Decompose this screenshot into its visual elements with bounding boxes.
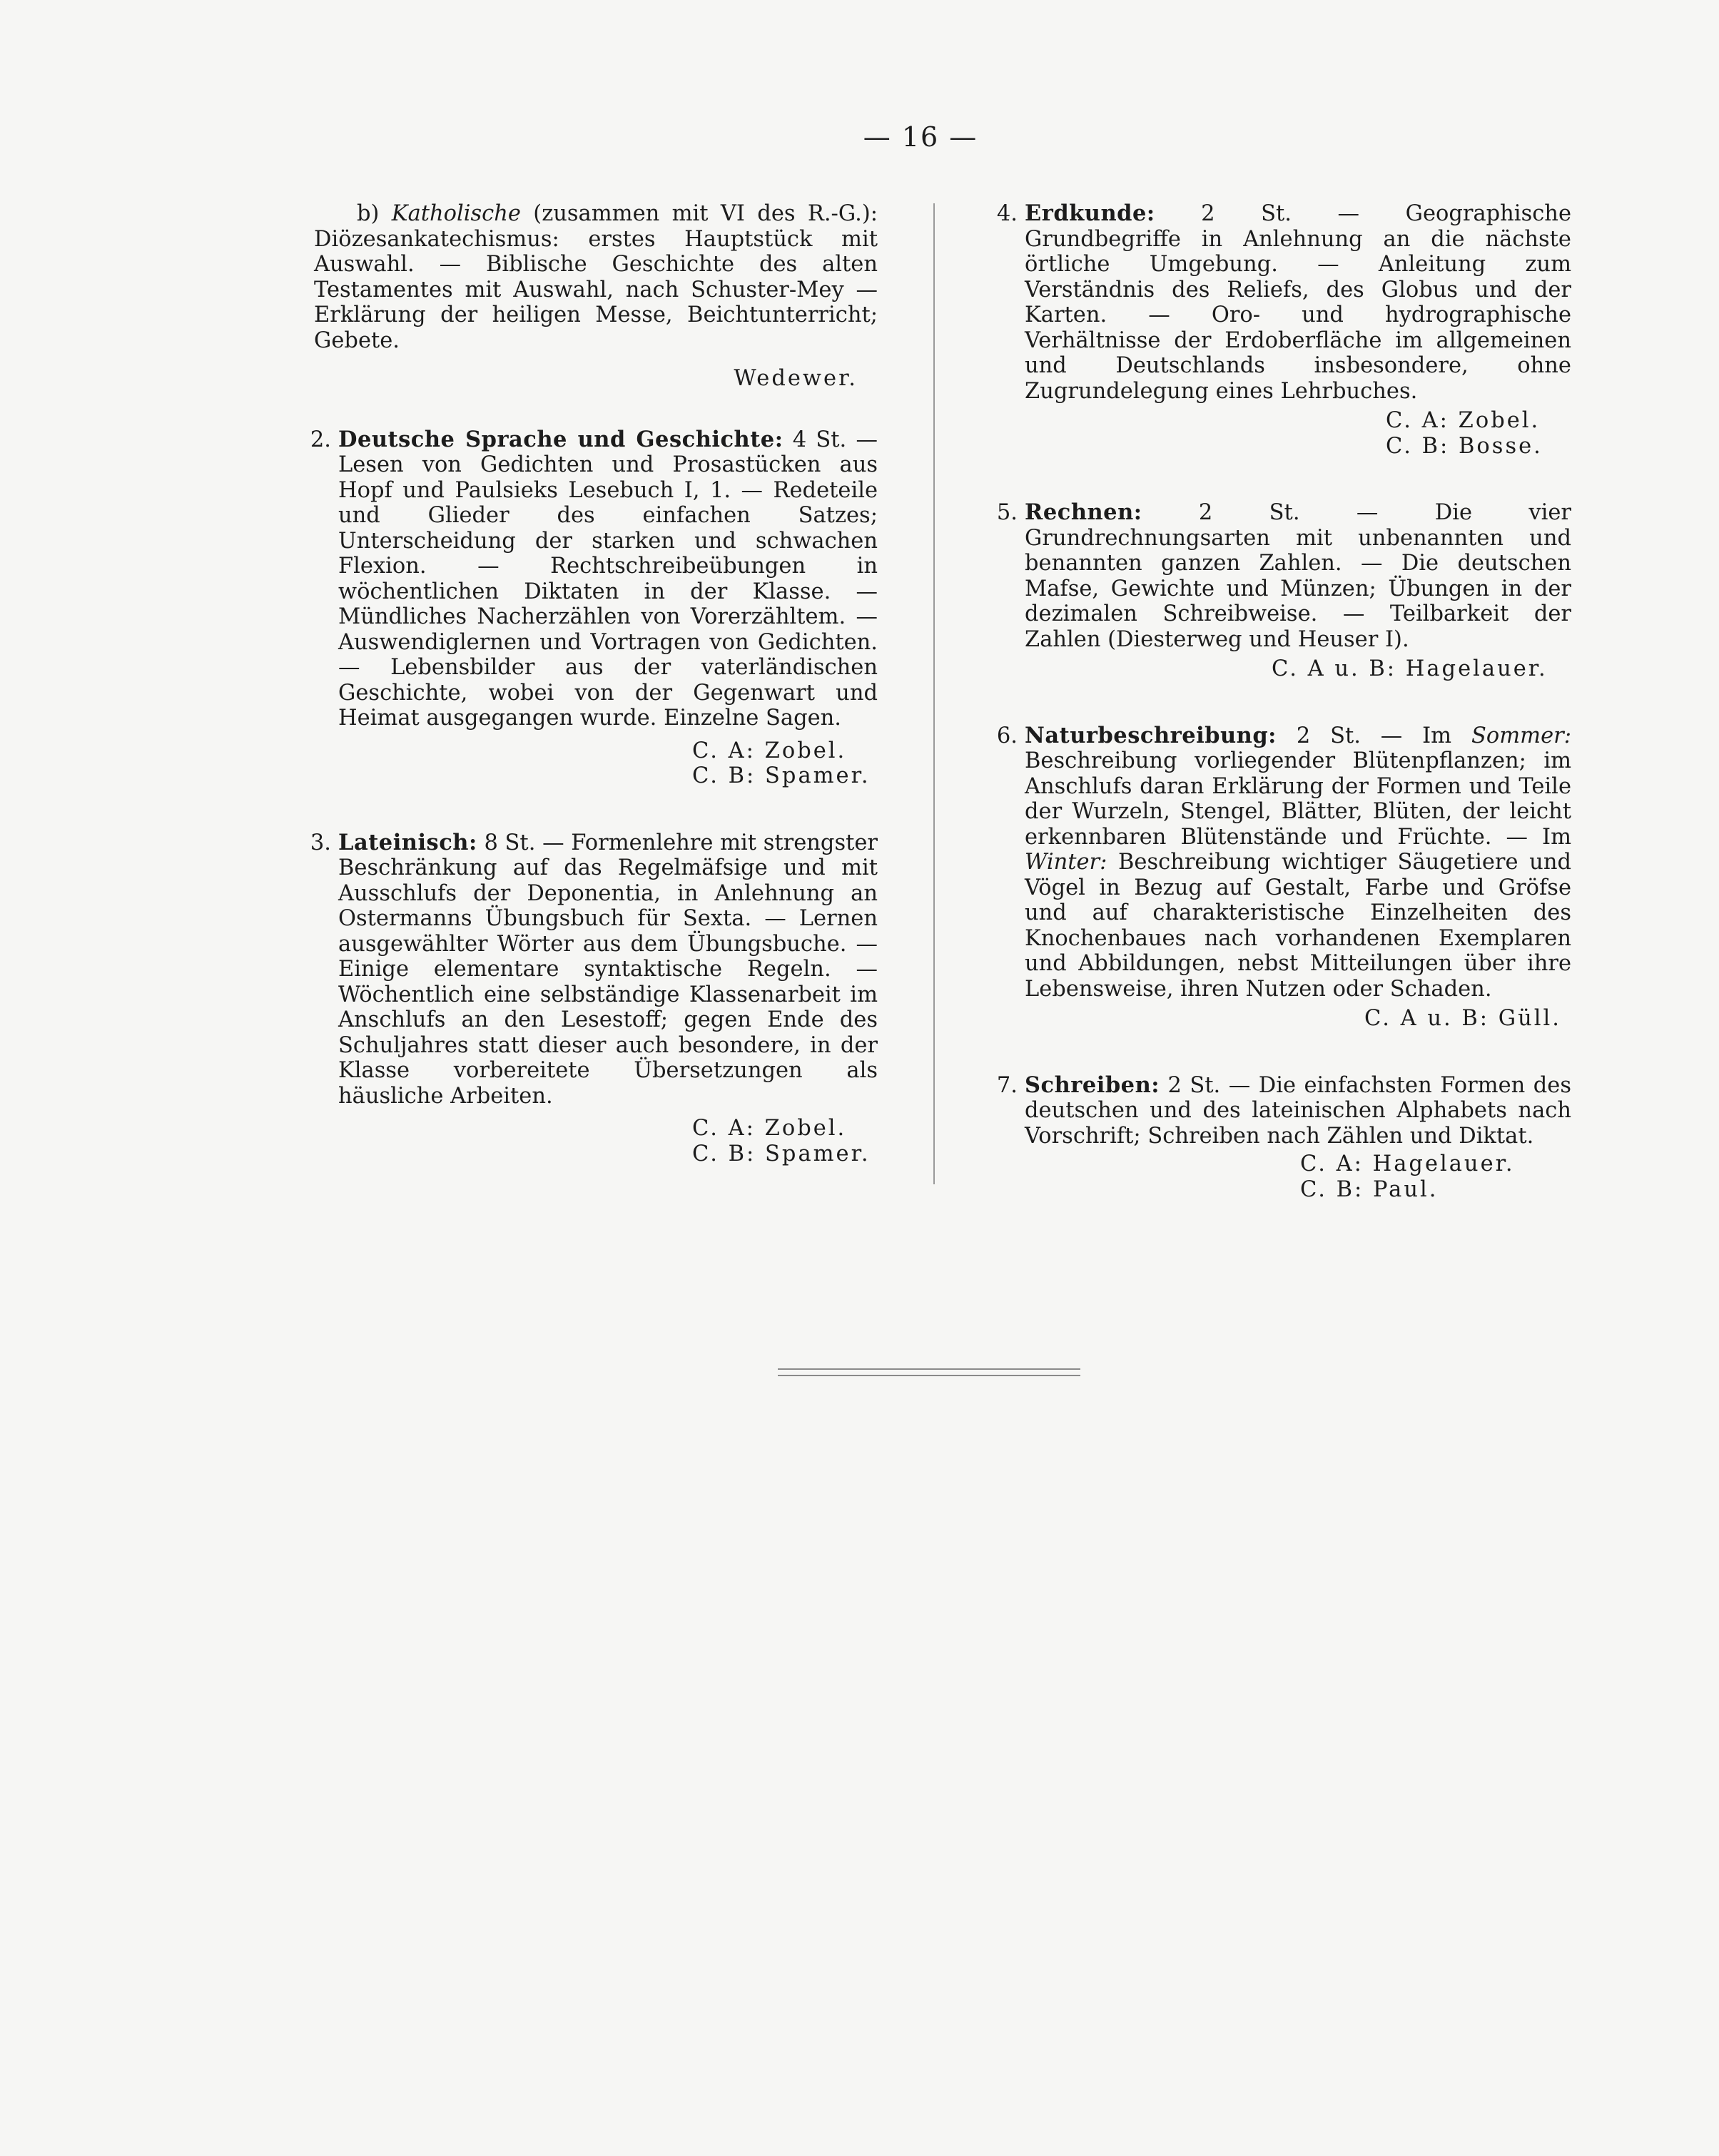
natur-teachers [1025, 1006, 1571, 1032]
natur-heading: Naturbeschreibung: [1025, 722, 1277, 748]
natur-text2: Beschreibung wichtiger Säugetiere und Vögel in Bezug auf Gestalt, Farbe und Gröfse und auf charakteristische Einzelheiten des Knochenbaues nach vorhandenen Exemplaren und Abbildungen, nebst Mitteilungen über ihre Lebensweise, ihren Nutzen oder Schaden. [1025, 850, 1571, 1002]
deutsch-teacher-a: C. A: Zobel. [692, 738, 847, 763]
erdkunde-hours: 2 St. [1201, 201, 1292, 226]
natur-hours: 2 St. [1296, 723, 1361, 748]
religion-b-teacher: Wedewer. [734, 366, 858, 391]
section-deutsch [310, 426, 878, 789]
erdkunde-text: — Geographische Grundbegriffe in Anlehnung an die nächste örtliche Umgebung. — Anleitung zum Verständnis des Reliefs, des Globus und der Karten. — Oro- und hydrographische Verhältnisse der Erdoberfläche im allgemeinen und Deutschlands insbesondere, ohne Zugrundelegung eines Lehrbuches. [1025, 201, 1571, 404]
rechnen-teacher: C. A u. B: Hagelauer. [1272, 656, 1548, 681]
schreiben-num: 7. [996, 1072, 1018, 1098]
erdkunde-heading: Erdkunde: [1025, 200, 1155, 226]
column-divider [933, 203, 935, 1184]
religion-b-text: (zusammen mit VI des R.-G.): Diözesankatechismus: erstes Hauptstück mit Auswahl. — Biblische Geschichte des alten Testamentes mit Auswahl, nach Schuster-Mey — Erklärung der heiligen Messe, Beichtunterricht; Gebete. [314, 201, 878, 353]
erdkunde-teacher-a: C. A: Zobel. [1386, 408, 1541, 433]
schreiben-heading: Schreiben: [1025, 1072, 1160, 1098]
schreiben-teachers [1025, 1151, 1571, 1202]
section-naturbeschreibung [996, 722, 1571, 1032]
deutsch-heading: Deutsche Sprache und Geschichte: [338, 426, 784, 452]
erdkunde-teacher-b: C. B: Bosse. [1386, 433, 1543, 459]
deutsch-teachers [338, 738, 878, 789]
latein-heading: Lateinisch: [338, 829, 477, 855]
natur-num: 6. [996, 723, 1018, 748]
left-column [310, 201, 878, 1208]
section-erdkunde [996, 200, 1571, 459]
rechnen-num: 5. [996, 500, 1018, 525]
schreiben-text: — Die einfachsten Formen des deutschen und des lateinischen Alphabets nach Vorschrift; Schreiben nach Zählen und Diktat. [1025, 1072, 1571, 1149]
deutsch-teacher-b: C. B: Spamer. [692, 763, 871, 788]
section-religion-katholisch [314, 201, 878, 392]
deutsch-hours: 4 St. [792, 427, 847, 452]
natur-pre-sommer: — Im [1380, 723, 1452, 748]
rechnen-text: — Die vier Grundrechnungsarten mit unbenannten und benannten ganzen Zahlen. — Die deutschen Mafse, Gewichte und Münzen; Übungen in der dezimalen Schreibweise. — Teilbarkeit der Zahlen (Diesterweg und Heuser I). [1025, 500, 1571, 652]
natur-teacher: C. A u. B: Güll. [1364, 1006, 1561, 1031]
rechnen-hours: 2 St. [1198, 500, 1300, 525]
latein-teacher-a: C. A: Zobel. [692, 1116, 847, 1141]
section-schreiben [996, 1072, 1571, 1203]
deutsch-text: — Lesen von Gedichten und Prosastücken aus Hopf und Paulsieks Lesebuch I, 1. — Redeteile und Glieder des einfachen Satzes; Unterscheidung der starken und schwachen Flexion. — Rechtschreibeübungen in wöchentlichen Diktaten in der Klasse. — Mündliches Nacherzählen von Vorerzähltem. — Auswendiglernen und Vortragen von Gedichten. — Lebensbilder aus der vaterländischen Geschichte, wobei von der Gegenwart und Heimat ausgegangen wurde. Einzelne Sagen. [338, 427, 878, 731]
natur-text1: Beschreibung vorliegender Blütenpflanzen; im Anschlufs daran Erklärung der Formen und Teile der Wurzeln, Stengel, Blätter, Blüten, der leicht erkennbaren Blütenstände und Früchte. — Im [1025, 748, 1571, 850]
rechnen-teachers [1025, 656, 1571, 682]
page-number: — 16 — [863, 121, 978, 153]
latein-teachers [338, 1116, 878, 1166]
natur-winter: Winter: [1025, 850, 1107, 875]
latein-num: 3. [310, 830, 331, 855]
latein-teacher-b: C. B: Spamer. [692, 1141, 871, 1166]
schreiben-teacher-b: C. B: Paul. [1300, 1176, 1439, 1202]
natur-sommer: Sommer: [1471, 723, 1571, 748]
schreiben-hours: 2 St. [1167, 1072, 1221, 1098]
section-latein [310, 829, 878, 1167]
section-rechnen [996, 499, 1571, 682]
end-rule [778, 1368, 1080, 1376]
religion-b-heading: Katholische [391, 201, 521, 226]
deutsch-num: 2. [310, 427, 331, 452]
right-column [996, 200, 1571, 1244]
rechnen-heading: Rechnen: [1025, 499, 1142, 525]
religion-b-label: b) [357, 201, 380, 226]
erdkunde-num: 4. [996, 201, 1018, 226]
schreiben-teacher-a: C. A: Hagelauer. [1300, 1151, 1515, 1176]
erdkunde-teachers [1025, 408, 1571, 459]
latein-hours: 8 St. [484, 830, 536, 855]
latein-text: — Formenlehre mit strengster Beschränkung auf das Regelmäfsige und mit Ausschlufs der Deponentia, in Anlehnung an Ostermanns Übungsbuch für Sexta. — Lernen ausgewählter Wörter aus dem Übungsbuche. — Einige elementare syntaktische Regeln. — Wöchentlich eine selbständige Klassenarbeit im Anschlufs an den Lesestoff; gegen Ende des Schuljahres statt dieser auch besondere, in der Klasse vorbereitete Übersetzungen als häusliche Arbeiten. [338, 830, 878, 1109]
